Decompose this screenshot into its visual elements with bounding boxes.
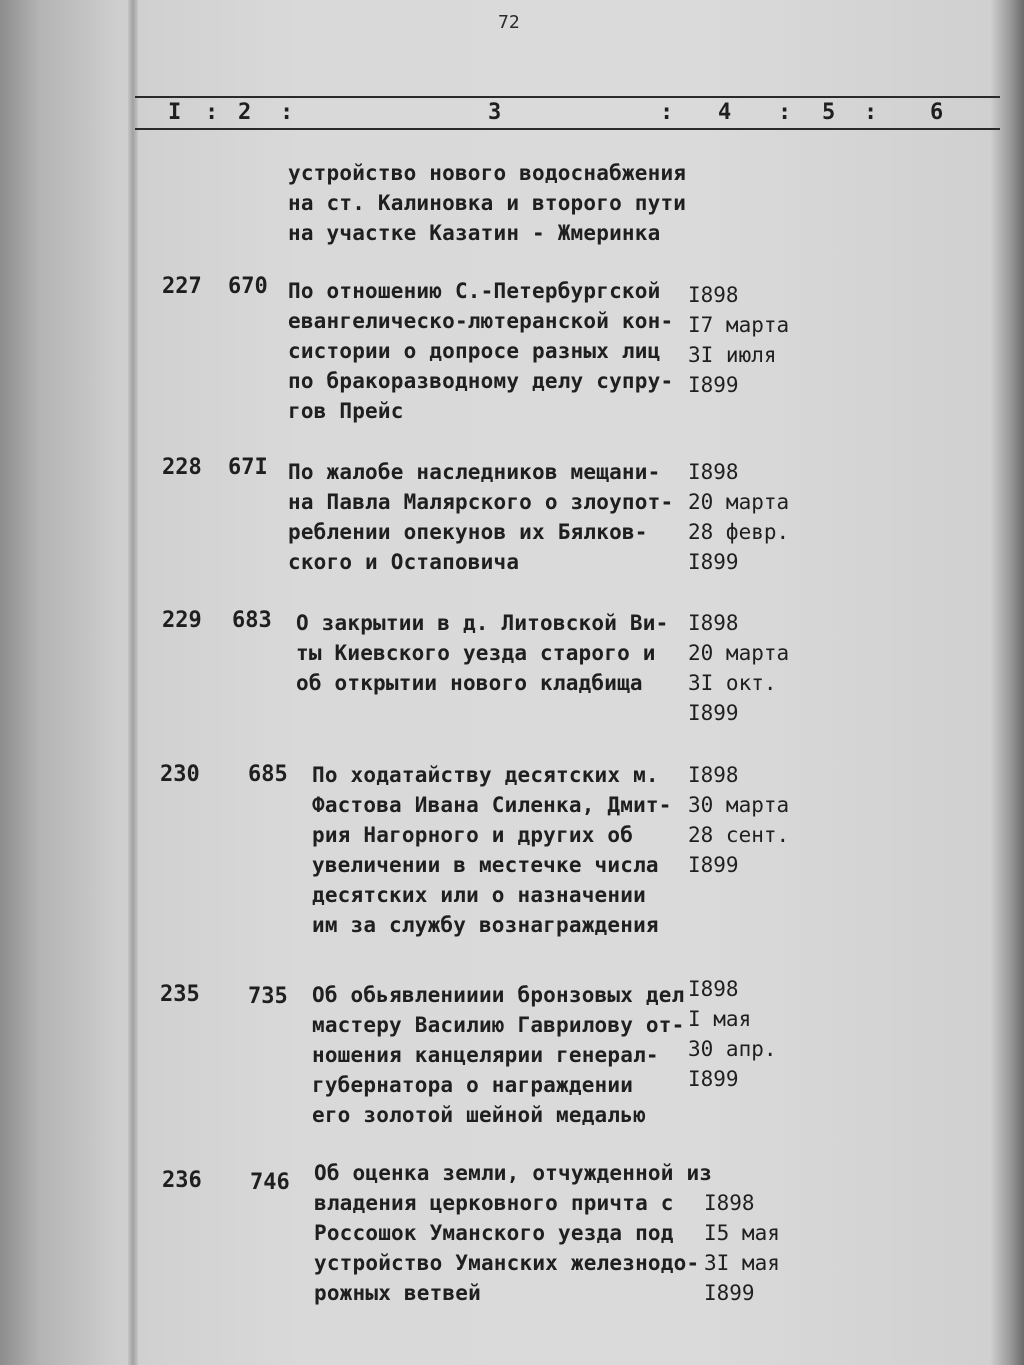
header-top-rule (135, 96, 1000, 98)
page-gutter (128, 0, 138, 1365)
header-col4: 4 (718, 100, 732, 125)
entry-dates: I898 I7 марта 3I июля I899 (688, 283, 790, 397)
header-sep: : (660, 100, 674, 125)
entry-number: 230 (160, 762, 200, 787)
entry-dates: I898 20 марта 28 февр. I899 (688, 460, 790, 574)
header-sep: : (205, 100, 219, 125)
entry-description: По ходатайству десятских м. Фастова Ивана Силенка, Дмит- рия Нагорного и других об увеличении в местечке числа десятских или о назначении им за службу вознаграждения (312, 763, 672, 937)
entry-description: Об оценка земли, отчужденной из владения церковного причта с Россошок Уманского уезда под устройство Уманских железнодо- рожных ветвей (314, 1161, 713, 1305)
header-sep: : (280, 100, 294, 125)
case-number: 746 (250, 1170, 290, 1195)
continuation-text: устройство нового водоснабжения на ст. Калиновка и второго пути на участке Казатин - Жмеринка (288, 161, 687, 245)
header-sep: : (778, 100, 792, 125)
entry-dates: I898 30 марта 28 сент. I899 (688, 763, 790, 877)
case-number: 683 (232, 608, 272, 633)
header-col2: 2 (238, 100, 252, 125)
header-col3: 3 (488, 100, 502, 125)
entry-number: 229 (162, 608, 202, 633)
entry-number: 235 (160, 982, 200, 1007)
entry-number: 236 (162, 1168, 202, 1193)
entry-number: 227 (162, 274, 202, 299)
entry-description: Об обьявленииии бронзовых дел мастеру Василию Гаврилову от- ношения канцелярии генерал- губернатора о награждении его золотой шейной медалью (312, 983, 685, 1127)
entry-description: По жалобе наследников мещани- на Павла Малярского о злоупот- реблении опекунов их Бялков- ского и Остаповича (288, 460, 674, 574)
header-col6: 6 (930, 100, 944, 125)
case-number: 67I (228, 455, 268, 480)
entry-description: О закрытии в д. Литовской Ви- ты Киевского уезда старого и об открытии нового кладбища (296, 611, 669, 695)
entry-dates: I898 I мая 30 апр. I899 (688, 977, 777, 1091)
entry-description: По отношению С.-Петербургской евангелическо-лютеранской кон- систории о допросе разных лиц по бракоразводному делу супру- гов Прейс (288, 279, 674, 423)
case-number: 670 (228, 274, 268, 299)
entry-dates: I898 I5 мая 3I мая I899 (704, 1191, 780, 1305)
case-number: 735 (248, 984, 288, 1009)
header-bottom-rule (135, 128, 1000, 130)
header-col1: I (168, 100, 182, 125)
entry-dates: I898 20 марта 3I окт. I899 (688, 611, 790, 725)
entry-number: 228 (162, 455, 202, 480)
header-sep: : (864, 100, 878, 125)
case-number: 685 (248, 762, 288, 787)
page-number: 72 (498, 12, 520, 33)
header-col5: 5 (822, 100, 836, 125)
